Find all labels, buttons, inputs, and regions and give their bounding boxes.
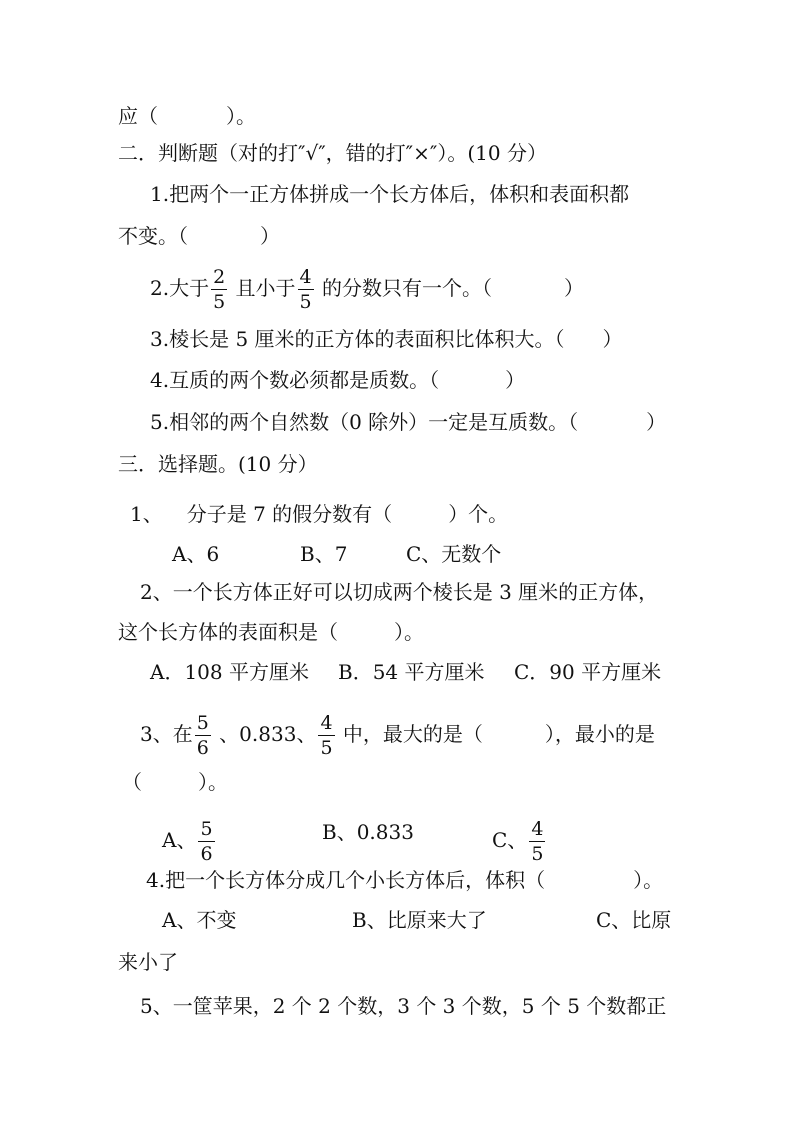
option-b[interactable]: B．54 平方厘米 <box>338 660 485 684</box>
option-a[interactable]: A、6 <box>172 542 220 566</box>
option-c-cont: 来小了 <box>118 950 178 974</box>
fraction-4-5: $\frac{4}{5}$ <box>320 712 333 759</box>
fraction-2-5: $\frac{2}{5}$ <box>213 266 226 313</box>
option-b[interactable]: B、0.833 <box>322 820 414 844</box>
tf-question-1: 1.把两个一正方体拼成一个长方体后，体积和表面积都 <box>150 182 630 206</box>
tf-question-2: 2.大于 $\frac{2}{5}$ 且小于 $\frac{4}{5}$ 的分数只有一个。（ ） <box>150 266 584 313</box>
option-b[interactable]: B、7 <box>300 542 348 566</box>
option-a[interactable]: A、不变 <box>162 908 237 932</box>
mc-question-3-cont: （ ）。 <box>122 770 228 794</box>
section-2-title: 二．判断题（对的打″√″，错的打″×″）。(10 分） <box>118 141 547 165</box>
fraction-5-6: $\frac{5}{6}$ <box>196 712 209 759</box>
option-c[interactable]: C、比原 <box>596 908 672 932</box>
line-answer-blank: 应（ ）。 <box>118 104 256 128</box>
option-b[interactable]: B、比原来大了 <box>352 908 487 932</box>
option-c[interactable]: C、 $\frac{4}{5}$ <box>492 818 544 865</box>
option-c[interactable]: C．90 平方厘米 <box>514 660 662 684</box>
mc-question-1: 1、 分子是 7 的假分数有（ ）个。 <box>130 502 509 526</box>
mc-question-2-cont: 这个长方体的表面积是（ ）。 <box>118 620 424 644</box>
mc-question-2: 2、一个长方体正好可以切成两个棱长是 3 厘米的正方体， <box>140 580 659 604</box>
fraction-5-6: $\frac{5}{6}$ <box>200 818 213 865</box>
tf-question-3: 3.棱长是 5 厘米的正方体的表面积比体积大。（ ） <box>150 327 623 351</box>
tf-question-1-cont: 不变。（ ） <box>118 224 280 248</box>
fraction-4-5: $\frac{4}{5}$ <box>299 266 312 313</box>
option-a[interactable]: A．108 平方厘米 <box>150 660 309 684</box>
option-a[interactable]: A、 $\frac{5}{6}$ <box>162 818 213 865</box>
tf-question-5: 5.相邻的两个自然数（0 除外）一定是互质数。（ ） <box>150 410 667 434</box>
section-3-title: 三．选择题。(10 分） <box>118 452 318 476</box>
fraction-4-5: $\frac{4}{5}$ <box>531 818 544 865</box>
mc-question-3: 3、在 $\frac{5}{6}$ 、0.833、 $\frac{4}{5}$ 中，最大的是（ ），最小的是 <box>140 712 655 759</box>
mc-question-5: 5、一筐苹果，2 个 2 个数，3 个 3 个数，5 个 5 个数都正 <box>140 994 667 1018</box>
mc-question-4: 4.把一个长方体分成几个小长方体后，体积（ ）。 <box>146 868 664 892</box>
tf-question-4: 4.互质的两个数必须都是质数。（ ） <box>150 368 526 392</box>
option-c[interactable]: C、无数个 <box>406 542 502 566</box>
